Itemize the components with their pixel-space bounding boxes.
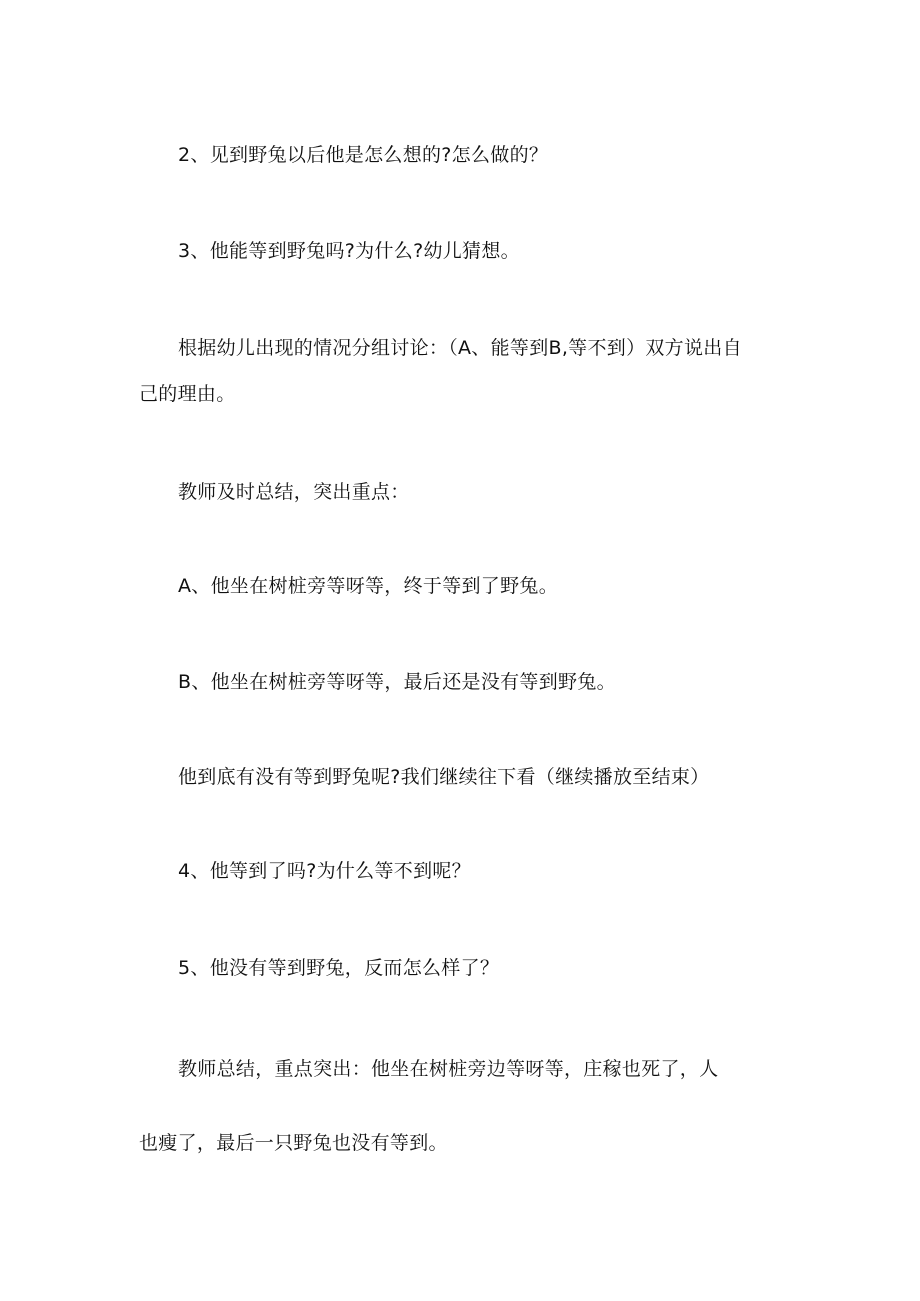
teacher-conclusion-line-1: 教师总结，重点突出：他坐在树桩旁边等呀等，庄稼也死了，人	[178, 1058, 719, 1080]
answer-a: A、他坐在树桩旁等呀等，终于等到了野兔。	[178, 575, 558, 597]
question-3: 3、他能等到野兔吗?为什么?幼儿猜想。	[178, 240, 520, 262]
continue-watching-line: 他到底有没有等到野兔呢?我们继续往下看（继续播放至结束）	[178, 766, 710, 788]
discussion-paragraph-line-2: 己的理由。	[139, 383, 236, 405]
question-2: 2、见到野兔以后他是怎么想的?怎么做的？	[178, 144, 549, 166]
teacher-conclusion-line-2: 也瘦了，最后一只野兔也没有等到。	[139, 1132, 448, 1154]
teacher-summary-heading: 教师及时总结，突出重点：	[178, 481, 410, 503]
discussion-paragraph-line-1: 根据幼儿出现的情况分组讨论：（A、能等到B,等不到）双方说出自	[178, 337, 742, 359]
answer-b: B、他坐在树桩旁等呀等，最后还是没有等到野兔。	[178, 671, 616, 693]
question-4: 4、他等到了吗?为什么等不到呢？	[178, 860, 471, 882]
question-5: 5、他没有等到野兔，反而怎么样了？	[178, 957, 500, 979]
